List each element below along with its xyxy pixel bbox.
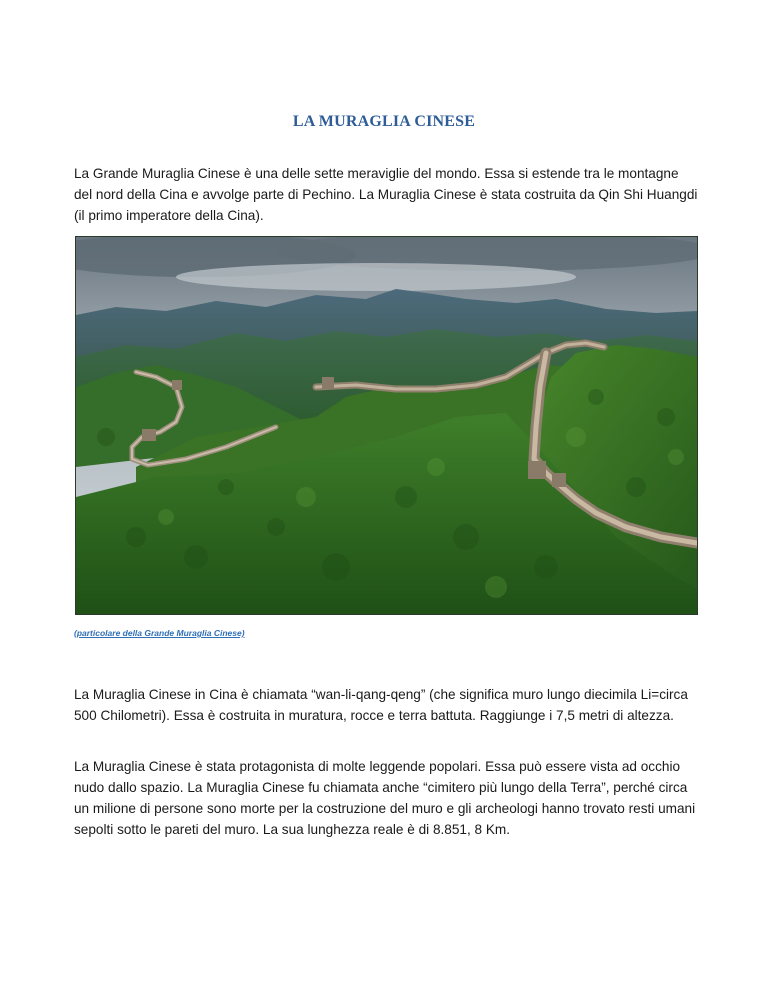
- legends-paragraph: La Muraglia Cinese è stata protagonista di molte leggende popolari. Essa può essere vista ad occhio nudo dallo spazio. La Muraglia Cinese fu chiamata anche “cimitero più lungo della Terra”, perché circa un milione di persone sono morte per la costruzione del muro e gli archeologi hanno trovato resti umani sepolti sotto le pareti del muro. La sua lunghezza reale è di 8.851, 8 Km.: [74, 759, 696, 837]
- intro-paragraph: La Grande Muraglia Cinese è una delle sette meraviglie del mondo. Essa si estende tra le montagne del nord della Cina e avvolge parte di Pechino. La Muraglia Cinese è stata costruita da Qin Shi Huangdi (il primo imperatore della Cina).: [74, 166, 698, 223]
- name-paragraph: La Muraglia Cinese in Cina è chiamata “wan-li-qang-qeng” (che significa muro lungo diecimila Li=circa 500 Chilometri). Essa è costruita in muratura, rocce e terra battuta. Raggiunge i 7,5 metri di altezza.: [74, 687, 688, 723]
- document-title: LA MURAGLIA CINESE: [292, 113, 476, 130]
- image-caption: (particolare della Grande Muraglia Cinese): [74, 628, 245, 638]
- great-wall-photo: [75, 236, 698, 615]
